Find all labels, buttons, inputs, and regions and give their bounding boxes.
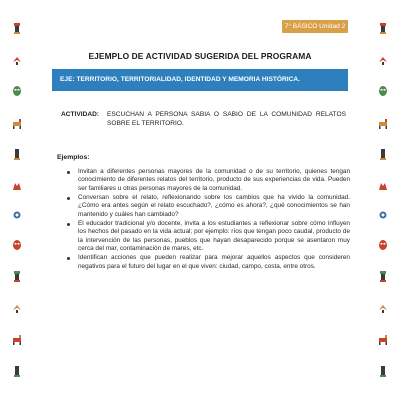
fox-icon xyxy=(12,180,22,192)
figure-icon xyxy=(378,270,388,282)
ejemplos-label: Ejemplos: xyxy=(57,154,90,161)
actividad-label: ACTIVIDAD: xyxy=(61,111,100,118)
mask-icon xyxy=(378,85,388,97)
figure-icon xyxy=(378,22,388,34)
moai-icon xyxy=(12,365,22,377)
stones-icon xyxy=(13,211,21,219)
moai-icon xyxy=(12,148,22,160)
left-decorative-border xyxy=(10,22,24,396)
bird-icon xyxy=(12,302,22,314)
animal-icon xyxy=(12,333,22,345)
figure-icon xyxy=(12,270,22,282)
animal-icon xyxy=(12,117,22,129)
actividad-text: ESCUCHAN A PERSONA SABIA O SABIO DE LA COMUNIDAD RELATOS SOBRE EL TERRITORIO. xyxy=(107,111,346,127)
right-decorative-border xyxy=(376,22,390,396)
eje-banner: EJE: TERRITORIO, TERRITORIALIDAD, IDENTIDAD Y MEMORIA HISTÓRICA. xyxy=(52,69,348,91)
page-title: EJEMPLO DE ACTIVIDAD SUGERIDA DEL PROGRAMA xyxy=(88,51,312,61)
mask-icon xyxy=(12,85,22,97)
moai-icon xyxy=(378,148,388,160)
animal-icon xyxy=(378,333,388,345)
list-item: Identifican acciones que pueden realizar para mejorar aquellos aspectos que consideren negativos para el futuro del lugar en el que viven: ciudad, campo, costa, entre otros. xyxy=(69,254,350,271)
list-item: El educador tradicional y/o docente, invita a los estudiantes a reflexionar sobre cómo influyen los hechos del pasado en la vida actual; por ejemplo: ríos que tengan poco caudal, producto de la intervención de las personas, pueblos que hayan desaparecido porque se asentaron muy cerca del mar, contaminación de mares, etc. xyxy=(69,220,350,254)
fox-icon xyxy=(378,180,388,192)
grade-unit-badge: 7° BÁSICO Unidad 2 xyxy=(282,20,348,33)
moai-icon xyxy=(378,365,388,377)
actividad-block xyxy=(61,110,346,128)
ejemplos-list xyxy=(69,168,350,272)
animal-icon xyxy=(378,117,388,129)
mask-icon xyxy=(12,239,22,251)
bird-icon xyxy=(378,302,388,314)
list-item: Invitan a diferentes personas mayores de la comunidad o de su territorio, quienes tengan conocimiento de diferentes relatos del territorio, producto de sus experiencias de vida. Pueden ser familiares u otras personas mayores de la comunidad. xyxy=(69,168,350,193)
figure-icon xyxy=(12,22,22,34)
list-item: Conversan sobre el relato, reflexionando sobre los cambios que ha vivido la comunidad. ¿Cómo era antes según el relato escuchado?, ¿cómo es ahora?, ¿qué conocimientos se han mantenido y cuáles han cambiado? xyxy=(69,194,350,219)
stones-icon xyxy=(379,211,387,219)
mask-icon xyxy=(378,239,388,251)
